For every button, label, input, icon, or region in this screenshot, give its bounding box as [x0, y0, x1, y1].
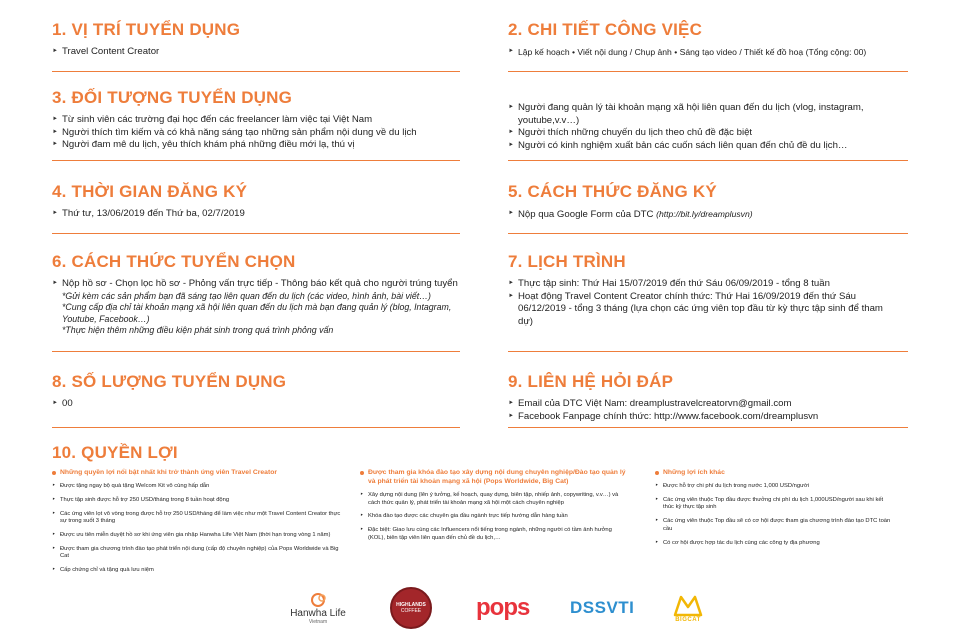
- section-registration-method: [508, 182, 908, 222]
- divider: [508, 233, 908, 234]
- benefits-column-2: [360, 468, 630, 549]
- section-benefits-title: [52, 443, 178, 469]
- note: *Gửi kèm các sản phẩm bạn đã sáng tạo liên quan đến du lịch (các video, hình ảnh, bài viết…): [62, 290, 431, 301]
- section-title: 7. LỊCH TRÌNH: [508, 252, 626, 271]
- highlands-icon: [390, 587, 432, 629]
- note: *Cung cấp địa chỉ tài khoản mạng xã hội liên quan đến du lịch mà bạn đang quản lý (blog, Intagram, Youtube, Facebook…): [62, 302, 452, 324]
- divider: [52, 351, 460, 352]
- list-item: ‣ Từ sinh viên các trường đại học đến các freelancer làm việc tại Việt Nam: [52, 114, 472, 127]
- list-item: ‣ Xây dựng nội dung (lên ý tưởng, kế hoạch, quay dựng, biên tập, nhiếp ảnh, copywriting, v.v…) và cách thức quản lý, phát triển tài khoản mạng xã hội một cách chuyên nghiệp: [360, 492, 630, 507]
- benefits-column-3: [655, 468, 895, 553]
- benefits-heading: Những lợi ích khác: [655, 468, 895, 477]
- section-selection: [52, 252, 472, 337]
- divider: [508, 160, 908, 161]
- benefits-column-1: [52, 468, 342, 581]
- divider: [52, 160, 460, 161]
- section-title: 5. CÁCH THỨC ĐĂNG KÝ: [508, 182, 717, 201]
- list-item: ‣ Có cơ hội được hợp tác du lịch cùng các công ty địa phương: [655, 540, 895, 548]
- list-item: ‣ Hoạt động Travel Content Creator chính thức: Thứ Hai 16/09/2019 đến thứ Sáu 06/12/2019 - tổng 3 tháng (lựa chọn các ứng viên top đầu từ kỳ thực tập sinh để tham dự): [508, 291, 898, 329]
- list-item: ‣ Đặc biệt: Giao lưu cùng các Influencers nổi tiếng trong ngành, những người có tầm ảnh hưởng (KOL), biên tập viên liên quan đến chủ đề du lịch,…: [360, 527, 630, 542]
- contact-email[interactable]: ‣ Email của DTC Việt Nam: dreamplustravelcreatorvn@gmail.com: [508, 398, 908, 411]
- list-item: ‣ Thực tập sinh được hỗ trợ 250 USD/tháng trong 8 tuần hoạt động: [52, 497, 342, 505]
- google-form-link[interactable]: (http://bit.ly/dreamplusvn): [656, 209, 753, 219]
- section-target-right: [508, 102, 898, 152]
- list-item: ‣ Người thích những chuyến du lịch theo chủ đề đặc biệt: [508, 127, 898, 140]
- list-item: ‣ Khóa đào tạo được các chuyên gia đầu ngành trực tiếp hướng dẫn hàng tuần: [360, 513, 630, 521]
- benefits-heading: Những quyền lợi nổi bật nhất khi trở thành ứng viên Travel Creator: [52, 468, 342, 477]
- section-position: [52, 20, 462, 59]
- pops-text: pops: [476, 594, 530, 621]
- list-item: ‣ Người đam mê du lịch, yêu thích khám phá những điều mới lạ, thú vị: [52, 139, 472, 152]
- bigcat-icon: [673, 593, 703, 617]
- list-item: ‣ Được tham gia chương trình đào tạo phát triển nội dung (cấp độ chuyên nghiệp) của Pops Worldwide và Big Cat: [52, 546, 342, 561]
- highlands-logo: [390, 588, 432, 628]
- list-item: ‣ Lập kế hoạch • Viết nội dung / Chụp ảnh • Sáng tạo video / Thiết kế đồ hoạ (Tổng cộng: 00): [508, 46, 908, 59]
- divider: [508, 351, 908, 352]
- list-item: ‣ Thực tập sinh: Thứ Hai 15/07/2019 đến thứ Sáu 06/09/2019 - tổng 8 tuần: [508, 278, 898, 291]
- list-item: ‣ 00: [52, 398, 462, 411]
- registration-text: Nộp qua Google Form của DTC: [518, 209, 657, 220]
- list-item: ‣ Cấp chứng chỉ và tặng quà lưu niệm: [52, 567, 342, 575]
- bigcat-logo: [666, 588, 710, 628]
- list-item: ‣ Các ứng viên lọt vô vòng trong được hỗ trợ 250 USD/tháng để làm việc như một Travel Content Creator thực sự trong suốt 3 tháng: [52, 511, 342, 526]
- list-item: [508, 208, 908, 222]
- section-title: 2. CHI TIẾT CÔNG VIỆC: [508, 20, 703, 39]
- hanwha-icon: [307, 592, 329, 608]
- list-item: ‣ Các ứng viên thuộc Top đầu sẽ có cơ hội được tham gia chương trình đào tạo DTC toàn cầu: [655, 518, 895, 533]
- list-item: ‣ Thứ tư, 13/06/2019 đến Thứ ba, 02/7/2019: [52, 208, 462, 221]
- section-quantity: [52, 372, 462, 411]
- divider: [508, 427, 908, 428]
- list-item: ‣ Người thích tìm kiếm và có khả năng sáng tạo những sản phẩm nội dung về du lịch: [52, 127, 472, 140]
- section-title: 1. VỊ TRÍ TUYỂN DỤNG: [52, 20, 241, 39]
- divider: [52, 71, 460, 72]
- hanwha-logo: [278, 588, 358, 628]
- hanwha-logo-sub: Vietnam: [308, 618, 328, 625]
- section-schedule: [508, 252, 898, 328]
- contact-fanpage[interactable]: ‣ Facebook Fanpage chính thức: http://www.facebook.com/dreamplusvn: [508, 411, 908, 424]
- highlands-sub: COFFEE: [400, 608, 422, 614]
- list-item: ‣ Được hỗ trợ chi phí du lịch trong nước 1,000 USD/người: [655, 483, 895, 491]
- list-item: ‣ Các ứng viên thuộc Top đầu được thưởng chi phí du lịch 1,000USD/người sau khi kết thúc kỳ thực tập sinh: [655, 497, 895, 512]
- section-job-details: [508, 20, 908, 59]
- section-title: 8. SỐ LƯỢNG TUYỂN DỤNG: [52, 372, 287, 391]
- list-item: ‣ Nộp hồ sơ - Chọn lọc hồ sơ - Phỏng vấn trực tiếp - Thông báo kết quả cho người trúng tuyển: [52, 278, 472, 291]
- section-title: 3. ĐỐI TƯỢNG TUYỂN DỤNG: [52, 88, 293, 107]
- list-item: ‣ Được tặng ngay bộ quà tặng Welcom Kit vô cùng hấp dẫn: [52, 483, 342, 491]
- note: *Thực hiện thêm những điều kiện phát sinh trong quá trình phỏng vấn: [62, 325, 334, 336]
- bigcat-text: BIGCAT: [675, 617, 701, 623]
- section-title: 6. CÁCH THỨC TUYỂN CHỌN: [52, 252, 296, 271]
- section-title: 4. THỜI GIAN ĐĂNG KÝ: [52, 182, 248, 201]
- dssvti-logo: [570, 588, 650, 628]
- section-registration-time: [52, 182, 462, 221]
- section-target: [52, 88, 472, 152]
- list-item: ‣ Được ưu tiên miễn duyệt hồ sơ khi ứng viên gia nhập Hanwha Life Việt Nam (thời hạn trong vòng 1 năm): [52, 532, 342, 540]
- list-item: ‣ Người đang quản lý tài khoản mạng xã hội liên quan đến du lịch (vlog, instagram, youtube,v.v…): [508, 102, 898, 127]
- highlands-text: HIGHLANDS: [396, 602, 426, 608]
- divider: [508, 71, 908, 72]
- benefits-heading: Được tham gia khóa đào tạo xây dựng nội dung chuyên nghiệp/Đào tạo quản lý và phát triển tài khoản mạng xã hội (Pops Worldwide, Big Cat): [360, 468, 630, 486]
- section-contact: [508, 372, 908, 423]
- hanwha-logo-text: Hanwha Life: [290, 607, 346, 619]
- section-title: 10. QUYỀN LỢI: [52, 443, 178, 462]
- list-item: ‣ Travel Content Creator: [52, 46, 462, 59]
- divider: [52, 427, 460, 428]
- list-item: ‣ Người có kinh nghiệm xuất bản các cuốn sách liên quan đến chủ đề du lịch…: [508, 140, 898, 153]
- pops-logo: [476, 588, 546, 628]
- section-title: 9. LIÊN HỆ HỎI ĐÁP: [508, 372, 674, 391]
- dssvti-text: DSSVTI: [570, 598, 635, 617]
- divider: [52, 233, 460, 234]
